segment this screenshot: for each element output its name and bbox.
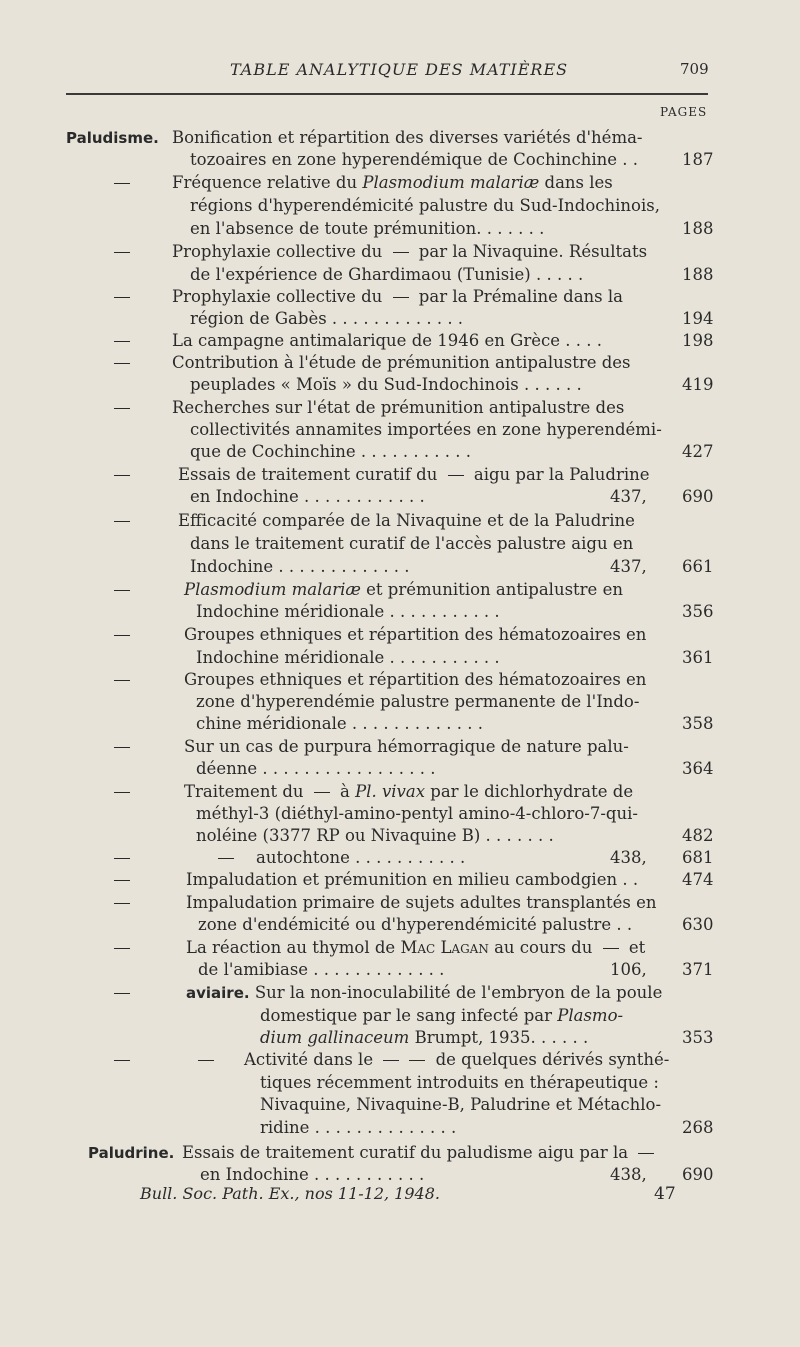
entry-text	[260, 1026, 588, 1050]
index-line	[0, 735, 800, 759]
inline-dash	[314, 792, 330, 793]
index-line	[0, 913, 800, 937]
text-run: par la Prémaline dans la	[413, 287, 623, 306]
page-reference: 358	[682, 714, 714, 733]
entry-text: Sur un cas de purpura hémorragique de nature palu-	[184, 737, 629, 756]
page-reference: 482	[682, 826, 714, 845]
page-reference: 427	[682, 442, 714, 461]
first-page-reference: 437,	[610, 487, 647, 506]
running-header-page-number: 709	[680, 60, 709, 78]
text-run: Fréquence relative du	[172, 173, 363, 192]
index-line	[0, 623, 800, 647]
index-line	[0, 1026, 800, 1050]
entry-text: ridine . . . . . . . . . . . . . .	[260, 1118, 457, 1137]
entry-text: Nivaquine, Nivaquine-B, Paludrine et Métachlo-	[260, 1095, 662, 1114]
index-line	[0, 668, 800, 692]
text-run: Prophylaxie collective du	[172, 242, 388, 261]
entry-text: Recherches sur l'état de prémunition antipalustre des	[172, 398, 625, 417]
text-run: Pl. vivax	[355, 782, 426, 801]
entry-text: collectivités annamites importées en zone hyperendémi-	[190, 420, 662, 439]
index-line	[0, 1141, 800, 1165]
index-line	[0, 1071, 800, 1095]
inline-dash	[383, 1060, 399, 1061]
text-run: Prophylaxie collective du	[172, 287, 388, 306]
index-line	[0, 981, 800, 1005]
page-reference: 690	[682, 487, 714, 506]
entry-text	[172, 285, 623, 309]
entry-text	[184, 578, 623, 602]
entry-text: région de Gabès . . . . . . . . . . . . .	[190, 309, 464, 328]
text-run: au cours du	[488, 938, 598, 957]
index-line	[0, 532, 800, 556]
index-line	[0, 646, 800, 670]
text-run: Brumpt, 1935. . . . . .	[409, 1028, 589, 1047]
entry-text: Efficacité comparée de la Nivaquine et de la Paludrine	[178, 511, 635, 530]
entry-text	[260, 1004, 623, 1028]
entry-text: de l'expérience de Ghardimaou (Tunisie) . . . . .	[190, 265, 584, 284]
first-page-reference: 438,	[610, 848, 647, 867]
entry-heading: Paludrine.	[88, 1144, 175, 1162]
index-line	[0, 868, 800, 892]
index-line	[0, 1004, 800, 1028]
index-line	[0, 485, 800, 509]
index-line	[0, 555, 800, 579]
page-reference: 187	[682, 150, 714, 169]
entry-text: autochtone . . . . . . . . . . .	[256, 848, 466, 867]
index-line	[0, 240, 800, 264]
text-run: Traitement du	[184, 782, 309, 801]
inline-dash	[638, 1153, 654, 1154]
entry-text: en l'absence de toute prémunition. . . . . . .	[190, 219, 545, 238]
page-reference: 364	[682, 759, 714, 778]
entry-text: chine méridionale . . . . . . . . . . . . .	[196, 714, 484, 733]
text-run: Essais de traitement curatif du paludisme aigu par la	[182, 1143, 634, 1162]
page-reference: 419	[682, 375, 714, 394]
entry-text: Impaludation et prémunition en milieu cambodgien . .	[186, 870, 639, 889]
text-run: et	[623, 938, 646, 957]
page-reference: 630	[682, 915, 714, 934]
text-run: Essais de traitement curatif du	[178, 465, 443, 484]
text-run: dium gallinaceum	[260, 1028, 410, 1047]
index-line	[0, 846, 800, 870]
index-line	[0, 263, 800, 287]
entry-heading: Paludisme.	[66, 129, 159, 147]
entry-text: déenne . . . . . . . . . . . . . . . . .	[196, 759, 436, 778]
index-line	[0, 373, 800, 397]
entry-text: zone d'hyperendémie palustre permanente de l'Indo-	[196, 692, 640, 711]
entry-text: tozoaires en zone hyperendémique de Cochinchine . .	[190, 150, 638, 169]
page-reference: 198	[682, 331, 714, 350]
entry-text: régions d'hyperendémicité palustre du Sud-Indochinois,	[190, 196, 660, 215]
footer-citation: Bull. Soc. Path. Ex., nos 11-12, 1948.	[140, 1184, 440, 1203]
entry-text: peuplades « Moïs » du Sud-Indochinois . . . . . .	[190, 375, 582, 394]
index-line	[0, 440, 800, 464]
index-line	[0, 194, 800, 218]
entry-text: zone d'endémicité ou d'hyperendémicité palustre . .	[198, 915, 633, 934]
entry-text: Bonification et répartition des diverses variétés d'héma-	[172, 128, 643, 147]
page-reference: 188	[682, 219, 714, 238]
entry-text	[172, 240, 647, 264]
text-run: Activité dans le	[244, 1050, 379, 1069]
entry-text: La campagne antimalarique de 1946 en Grèce . . . .	[172, 331, 602, 350]
index-line	[0, 1093, 800, 1117]
page-reference: 661	[682, 557, 714, 576]
entry-text: Indochine . . . . . . . . . . . . .	[190, 557, 410, 576]
index-line	[0, 936, 800, 960]
page-reference: 194	[682, 309, 714, 328]
page-reference: 690	[682, 1165, 714, 1184]
page-reference: 268	[682, 1118, 714, 1137]
index-line	[0, 171, 800, 195]
entry-text: en Indochine . . . . . . . . . . .	[200, 1165, 425, 1184]
entry-text: que de Cochinchine . . . . . . . . . . .	[190, 442, 472, 461]
text-run: Mac Lagan	[400, 938, 489, 957]
footer-sheet-number: 47	[654, 1184, 676, 1204]
text-run: dans les	[539, 173, 613, 192]
index-line	[0, 307, 800, 331]
text-run: et prémunition antipalustre en	[360, 580, 623, 599]
first-page-reference: 106,	[610, 960, 647, 979]
index-line	[0, 351, 800, 375]
entry-text	[184, 780, 633, 804]
inline-dash	[603, 948, 619, 949]
entry-text	[186, 981, 662, 1005]
entry-text: de l'amibiase . . . . . . . . . . . . .	[198, 960, 445, 979]
text-run: Plasmodium malariæ	[362, 173, 540, 192]
index-line	[0, 802, 800, 826]
entry-text: Impaludation primaire de sujets adultes transplantés en	[186, 893, 657, 912]
entry-text: Indochine méridionale . . . . . . . . . . .	[196, 648, 500, 667]
index-line	[0, 958, 800, 982]
entry-text	[186, 936, 645, 960]
inline-dash	[409, 1060, 425, 1061]
page-reference: 681	[682, 848, 714, 867]
index-line	[0, 217, 800, 241]
text-run: aigu par la Paludrine	[468, 465, 650, 484]
entry-text	[172, 171, 613, 195]
entry-text: méthyl-3 (diéthyl-amino-pentyl amino-4-chloro-7-qui-	[196, 804, 638, 823]
entry-text: Indochine méridionale . . . . . . . . . . .	[196, 602, 500, 621]
text-run: La réaction au thymol de	[186, 938, 401, 957]
index-line	[0, 1048, 800, 1072]
text-run: aviaire.	[186, 984, 250, 1002]
index-line	[0, 148, 800, 172]
index-line	[0, 329, 800, 353]
inline-dash	[448, 475, 464, 476]
inline-dash	[393, 297, 409, 298]
text-run: Plasmo-	[557, 1006, 624, 1025]
page-reference: 188	[682, 265, 714, 284]
page-reference: 353	[682, 1028, 714, 1047]
entry-text	[182, 1141, 659, 1165]
first-page-reference: 438,	[610, 1165, 647, 1184]
index-line	[0, 396, 800, 420]
page-reference: 474	[682, 870, 714, 889]
page-reference: 361	[682, 648, 714, 667]
first-page-reference: 437,	[610, 557, 647, 576]
index-line	[0, 780, 800, 804]
entry-text: Groupes ethniques et répartition des hématozoaires en	[184, 670, 647, 689]
entry-text: tiques récemment introduits en thérapeutique :	[260, 1073, 659, 1092]
index-line	[0, 126, 800, 150]
inline-dash	[393, 252, 409, 253]
header-rule	[66, 93, 708, 95]
entry-text	[178, 463, 650, 487]
index-line	[0, 509, 800, 533]
text-run: domestique par le sang infecté par	[260, 1006, 558, 1025]
text-run: à	[334, 782, 356, 801]
index-line	[0, 690, 800, 714]
index-line	[0, 463, 800, 487]
index-line	[0, 1116, 800, 1140]
text-run: Sur la non-inoculabilité de l'embryon de la poule	[249, 983, 663, 1002]
text-run: de quelques dérivés synthé-	[430, 1050, 670, 1069]
index-line	[0, 891, 800, 915]
index-line	[0, 285, 800, 309]
index-line	[0, 824, 800, 848]
entry-text	[244, 1048, 669, 1072]
entry-text: dans le traitement curatif de l'accès palustre aigu en	[190, 534, 634, 553]
index-line	[0, 600, 800, 624]
text-run: par la Nivaquine. Résultats	[413, 242, 648, 261]
entry-text: Groupes ethniques et répartition des hématozoaires en	[184, 625, 647, 644]
page-reference: 371	[682, 960, 714, 979]
index-line	[0, 418, 800, 442]
index-line	[0, 757, 800, 781]
text-run: par le dichlorhydrate de	[425, 782, 634, 801]
entry-text: en Indochine . . . . . . . . . . . .	[190, 487, 425, 506]
entry-text: Contribution à l'étude de prémunition antipalustre des	[172, 353, 631, 372]
text-run: Plasmodium malariæ	[184, 580, 361, 599]
index-line	[0, 578, 800, 602]
index-line	[0, 712, 800, 736]
running-header-title: TABLE ANALYTIQUE DES MATIÈRES	[230, 60, 569, 79]
entry-text: noléine (3377 RP ou Nivaquine B) . . . . . . .	[196, 826, 554, 845]
page-reference: 356	[682, 602, 714, 621]
pages-column-label: PAGES	[660, 105, 708, 119]
